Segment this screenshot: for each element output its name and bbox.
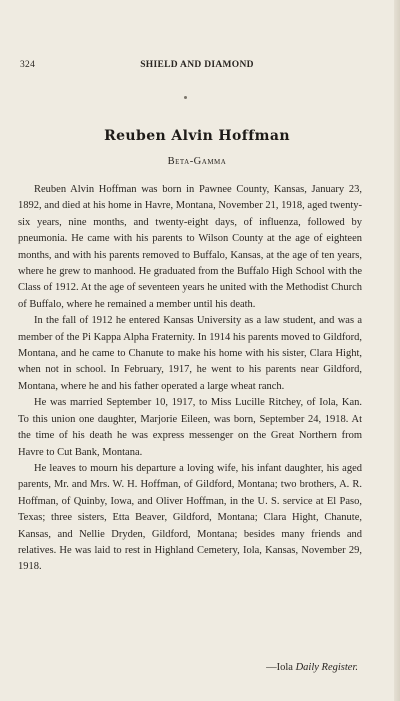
ornament-dot xyxy=(184,96,187,99)
paragraph: He was married September 10, 1917, to Miss Lucille Ritchey, of Iola, Kan. To this union one daughter, Marjorie Eileen, was born, September 24, 1918. At the time of his death he was express messenger on the Great Northern from Havre to Cut Bank, Montana. xyxy=(18,397,362,458)
obituary-body xyxy=(18,182,362,576)
running-head xyxy=(20,60,374,74)
journal-title: SHIELD AND DIAMOND xyxy=(140,60,254,70)
attribution-prefix: —Iola xyxy=(266,662,296,673)
page-gutter-shadow xyxy=(394,0,400,701)
paragraph: He leaves to mourn his departure a loving wife, his infant daughter, his aged parents, Mr. and Mrs. W. H. Hoffman, of Gildford, Montana; two brothers, A. R. Hoffman, of Quinby, Iowa, and Oliver Hoffman, in the U. S. service at El Paso, Texas; three sisters, Etta Beaver, Gildford, Montana; Clara Hight, Chanute, Kansas, and Nellie Dryden, Gildford, Montana; besides many friends and relatives. He was laid to rest in Highland Cemetery, Iola, Kansas, November 29, 1918. xyxy=(18,462,362,573)
obituary-heading: Reuben Alvin Hoffman xyxy=(104,128,290,144)
paragraph: Reuben Alvin Hoffman was born in Pawnee County, Kansas, January 23, 1892, and died at his home in Havre, Montana, November 21, 1918, aged twenty-six years, nine months, and twenty-eight days, of influenza, followed by pneumonia. He came with his parents to Wilson County at the age of eighteen months, and with his parents removed to Buffalo, Kansas, at the age of ten years, where he grew to manhood. He graduated from the Buffalo High School with the Class of 1912. At the age of seventeen years he united with the Methodist Church of Buffalo, where he remained a member until his death. xyxy=(18,184,362,310)
source-attribution xyxy=(18,662,358,673)
publication-name: Daily Register. xyxy=(295,662,358,673)
chapter-name: Beta-Gamma xyxy=(167,156,227,167)
paragraph: In the fall of 1912 he entered Kansas University as a law student, and was a member of the Pi Kappa Alpha Fraternity. In 1914 his parents moved to Gildford, Montana, and he came to Chanute to make his home with his sister, Clara Hight, when not in school. In February, 1917, he went to his parents near Gildford, Montana, where he and his father operated a large wheat ranch. xyxy=(18,315,362,392)
page-number: 324 xyxy=(20,60,36,70)
